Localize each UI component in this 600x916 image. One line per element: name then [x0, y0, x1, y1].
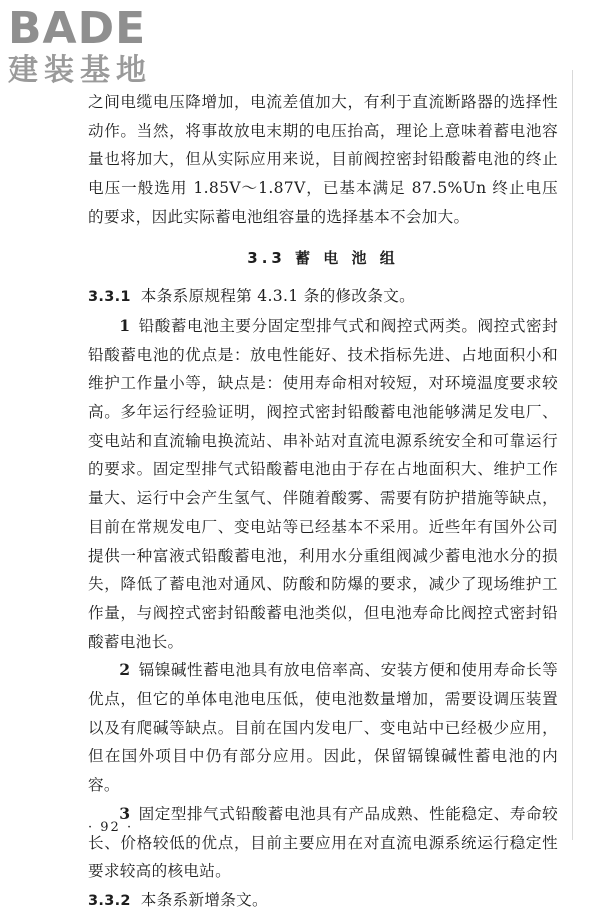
clause-number: 3.3.2 [88, 892, 131, 909]
list-item [88, 800, 558, 886]
item-number: 1 [119, 315, 131, 335]
item-text: 铅酸蓄电池主要分固定型排气式和阀控式两类。阀控式密封铅酸蓄电池的优点是：放电性能好、技术指标先进、占地面积小和维护工作量小等，缺点是：使用寿命相对较短，对环境温度要求较高。多年运行经验证明，阀控式密封铅酸蓄电池能够满足发电厂、变电站和直流输电换流站、串补站对直流电源系统安全和可靠运行的要求。固定型排气式铅酸蓄电池由于存在占地面积大、维护工作量大、运行中会产生氢气、伴随着酸雾、需要有防护措施等缺点，目前在常规发电厂、变电站等已经基本不采用。近些年有国外公司提供一种富液式铅酸蓄电池，利用水分重组阀减少蓄电池水分的损失，降低了蓄电池对通风、防酸和防爆的要求，减少了现场维护工作量，与阀控式密封铅酸蓄电池类似，但电池寿命比阀控式密封铅酸蓄电池长。 [88, 316, 558, 651]
clause-3-3-1 [88, 282, 558, 312]
item-text: 固定型排气式铅酸蓄电池具有产品成熟、性能稳定、寿命较长、价格较低的优点，目前主要应用在对直流电源系统运行稳定性要求较高的核电站。 [88, 804, 558, 881]
clause-text: 本条系新增条文。 [140, 890, 268, 909]
continued-paragraph: 之间电缆电压降增加，电流差值加大，有利于直流断路器的选择性动作。当然，将事故放电末期的电压抬高，理论上意味着蓄电池容量也将加大，但从实际应用来说，目前阀控密封铅酸蓄电池的终止电压一般选用 1.85V～1.87V，已基本满足 87.5%Un 终止电压的要求，因此实际蓄电池组容量的选择基本不会加大。 [88, 93, 558, 226]
item-text: 镉镍碱性蓄电池具有放电倍率高、安装方便和使用寿命长等优点，但它的单体电池电压低，使电池数量增加，需要设调压装置以及有爬碱等缺点。目前在国内发电厂、变电站中已经极少应用，但在国外项目中仍有部分应用。因此，保留镉镍碱性蓄电池的内容。 [88, 661, 558, 795]
item-number: 2 [119, 660, 131, 680]
watermark-logo [8, 3, 178, 88]
clause-3-3-2 [88, 886, 558, 916]
page-edge-rule [572, 70, 573, 840]
watermark-brand: BADE [8, 3, 147, 54]
page-number: · 92 · [88, 820, 134, 835]
list-item [88, 312, 558, 656]
list-item [88, 656, 558, 800]
clause-text: 本条系原规程第 4.3.1 条的修改条文。 [140, 287, 416, 306]
page-body [88, 88, 558, 916]
section-heading: 3.3 蓄 电 池 组 [247, 248, 399, 267]
watermark-subtitle: 建装基地 [8, 53, 152, 88]
item-number: 3 [119, 803, 131, 823]
clause-number: 3.3.1 [88, 289, 131, 306]
